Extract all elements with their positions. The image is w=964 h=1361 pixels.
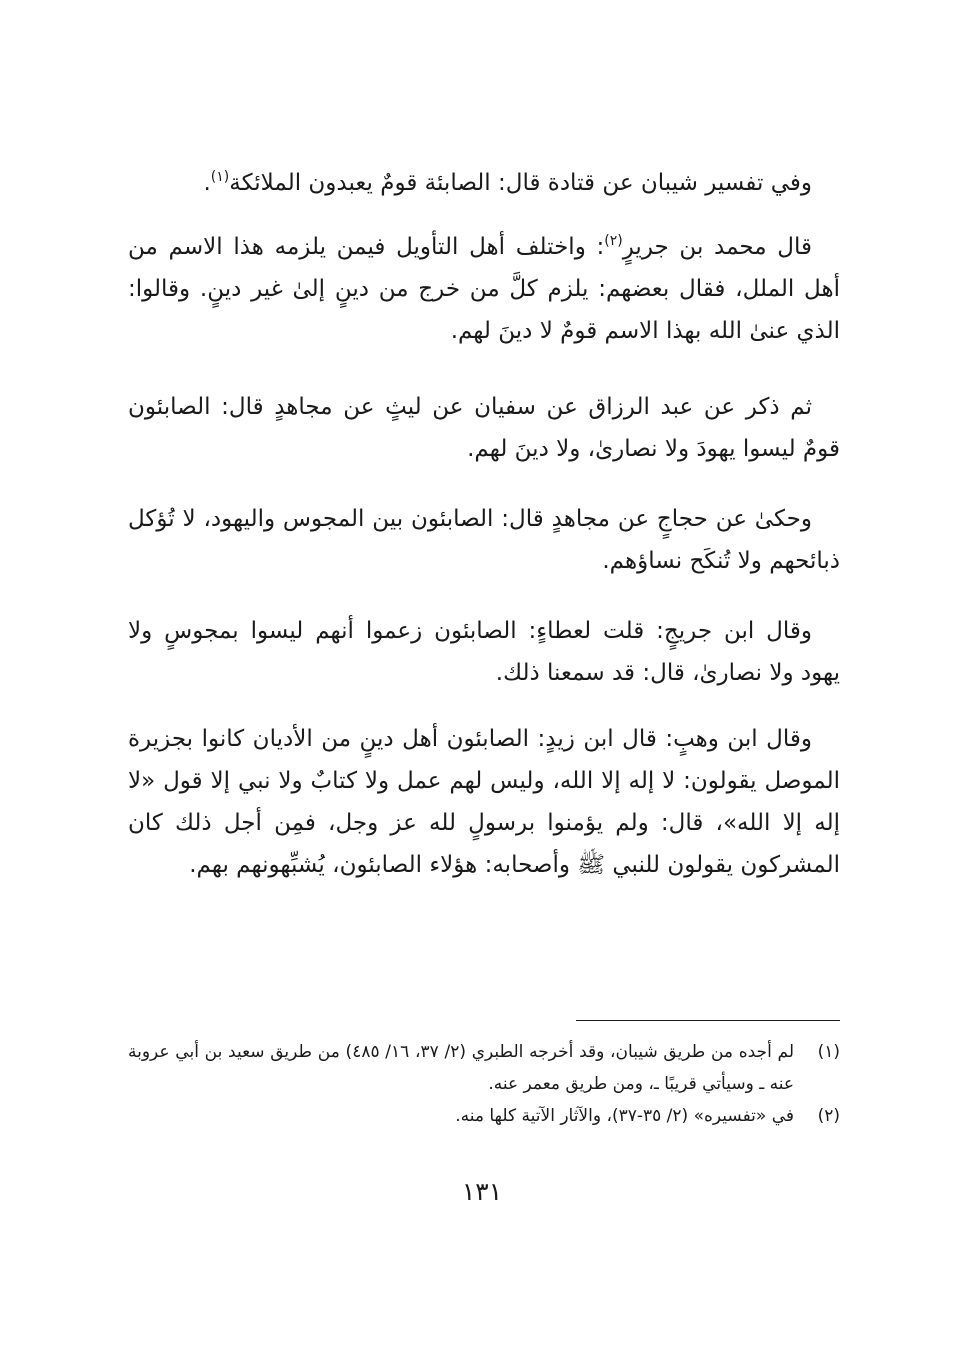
footnote-number: (١) xyxy=(817,1042,840,1062)
footnote-1 xyxy=(128,1036,840,1100)
footnotes xyxy=(128,1036,840,1132)
paragraph-3: ثم ذكر عن عبد الرزاق عن سفيان عن ليثٍ عن مجاهدٍ قال: الصابئون قومٌ ليسوا يهودَ ولا نصارىٰ، ولا دينَ لهم. xyxy=(128,394,840,462)
footnote-2 xyxy=(128,1100,840,1132)
page-number: ١٣١ xyxy=(461,1177,503,1206)
footnote-text: في «تفسيره» (٢/ ٣٥-٣٧)، والآثار الآتية كلها منه. xyxy=(455,1106,794,1126)
paragraph-6: وقال ابن وهبٍ: قال ابن زيدٍ: الصابئون أهل دينٍ من الأديان كانوا بجزيرة الموصل يقولون: لا إله إلا الله، وليس لهم عمل ولا كتابٌ ولا نبي إلا قول «لا إله إلا الله»، قال: ولم يؤمنوا برسولٍ لله عز وجل، فمِن أجل ذلك كان المشركون يقولون للنبي ﷺ وأصحابه: هؤلاء الصابئون، يُشبِّهونهم بهم. xyxy=(128,726,840,878)
footnote-separator xyxy=(576,1020,840,1021)
paragraph-2: قال محمد بن جريرٍ$^{(٢)}$: واختلف أهل التأويل فيمن يلزمه هذا الاسم من أهل الملل، فقال بعضهم: يلزم كلَّ من خرج من دينٍ إلىٰ غير دينٍ. وقالوا: الذي عنىٰ الله بهذا الاسم قومٌ لا دينَ لهم. xyxy=(128,233,840,344)
footnote-number: (٢) xyxy=(817,1106,840,1126)
paragraph-5: وقال ابن جريجٍ: قلت لعطاءٍ: الصابئون زعموا أنهم ليسوا بمجوسٍ ولا يهود ولا نصارىٰ، قال: قد سمعنا ذلك. xyxy=(128,618,840,686)
footnote-text: لم أجده من طريق شيبان، وقد أخرجه الطبري (٢/ ٣٧، ١٦/ ٤٨٥) من طريق سعيد بن أبي عروبة عنه ـ وسيأتي قريبًا ـ، ومن طريق معمر عنه. xyxy=(128,1042,795,1094)
footnote-ref-2[interactable]: (٢) xyxy=(604,233,623,249)
paragraph-4: وحكىٰ عن حجاجٍ عن مجاهدٍ قال: الصابئون بين المجوس واليهود، لا تُؤكل ذبائحهم ولا تُنكَح نساؤهم. xyxy=(128,506,840,574)
footnote-ref-1[interactable]: (١) xyxy=(210,169,230,185)
paragraph-1: وفي تفسير شيبان عن قتادة قال: الصابئة قومٌ يعبدون الملائكة$^{(١)}$. xyxy=(203,169,812,196)
